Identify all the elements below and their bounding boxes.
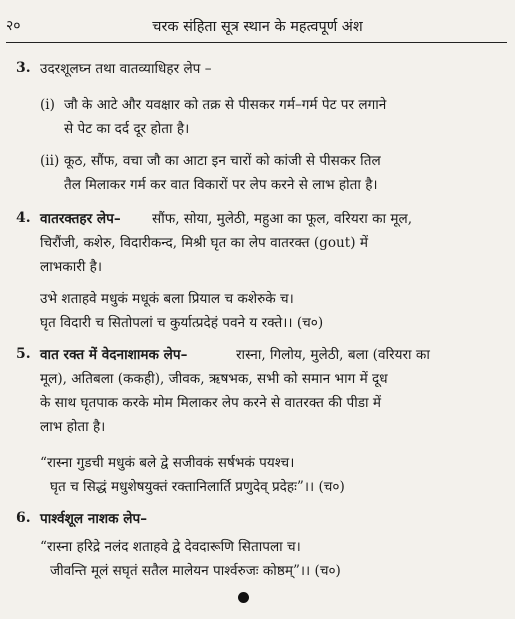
- section-heading: उदरशूलघ्न तथा वातव्याधिहर लेप –: [40, 61, 212, 77]
- header-rule: [6, 42, 507, 43]
- text-line: चिरौंजी, कशेरु, विदारीकन्द, मिश्री घृत का लेप वातरक्त (gout) में: [40, 235, 368, 251]
- text-line: लाभ होता है।: [40, 419, 106, 435]
- section-number: 6.: [16, 510, 31, 526]
- section-number: 5.: [16, 346, 31, 362]
- text-line: के साथ घृतपाक करके मोम मिलाकर लेप करने से वातरक्त की पीडा में: [40, 395, 381, 411]
- text-line: रास्ना, गिलोय, मुलेठी, बला (वरियरा का: [236, 347, 430, 363]
- page-header: [0, 14, 515, 38]
- text-line: से पेट का दर्द दूर होता है।: [64, 121, 190, 137]
- section-heading: वात रक्त में वेदनाशामक लेप–: [40, 347, 188, 363]
- running-title: चरक संहिता सूत्र स्थान के महत्वपूर्ण अंश: [152, 19, 363, 35]
- page-number: २०: [6, 18, 21, 34]
- text-line: मूल), अतिबला (ककही), जीवक, ऋषभक, सभी को समान भाग में दूध: [40, 371, 388, 387]
- shloka-line: “रास्ना हरिद्रे नलंद शताहवे द्वे देवदारूणि सितापला च।: [40, 539, 301, 555]
- shloka-line: “रास्ना गुडची मधुकं बले द्वे सजीवकं सर्षभकं पयश्च।: [40, 455, 295, 471]
- text-line: सौंफ, सोया, मुलेठी, महुआ का फूल, वरियरा का मूल,: [152, 211, 413, 227]
- section-heading: पार्श्वशूल नाशक लेप–: [40, 511, 147, 527]
- shloka-line: जीवन्ति मूलं सघृतं सतैल मालेयन पार्श्वरुजः कोष्ठम्”।। (च०): [50, 563, 341, 579]
- text-line: कूठ, सौंफ, वचा जौ का आटा इन चारों को कांजी से पीसकर तिल: [64, 153, 381, 169]
- section-number: 4.: [16, 210, 31, 226]
- shloka-line: घृत विदारी च सितोपलां च कुर्यात्प्रदेहं पवने य रक्ते।। (च०): [40, 315, 324, 331]
- item-marker: (i): [40, 97, 55, 113]
- bullet-dot: [238, 592, 249, 603]
- item-marker: (ii): [40, 153, 60, 169]
- section-heading: वातरक्तहर लेप–: [40, 211, 121, 227]
- shloka-line: घृत च सिद्धं मधुशेषयुक्तं रक्तानिलार्ति प्रणुदेव् प्रदेहः”।। (च०): [50, 479, 345, 495]
- section-number: 3.: [16, 60, 31, 76]
- text-line: तैल मिलाकर गर्म कर वात विकारों पर लेप करने से लाभ होता है।: [64, 177, 378, 193]
- text-line: लाभकारी है।: [40, 259, 103, 275]
- text-line: जौ के आटे और यवक्षार को तक्र से पीसकर गर्म–गर्म पेट पर लगाने: [64, 97, 387, 113]
- shloka-line: उभे शताहवे मधुकं मधूकं बला प्रियाल च कशेरुके च।: [40, 291, 294, 307]
